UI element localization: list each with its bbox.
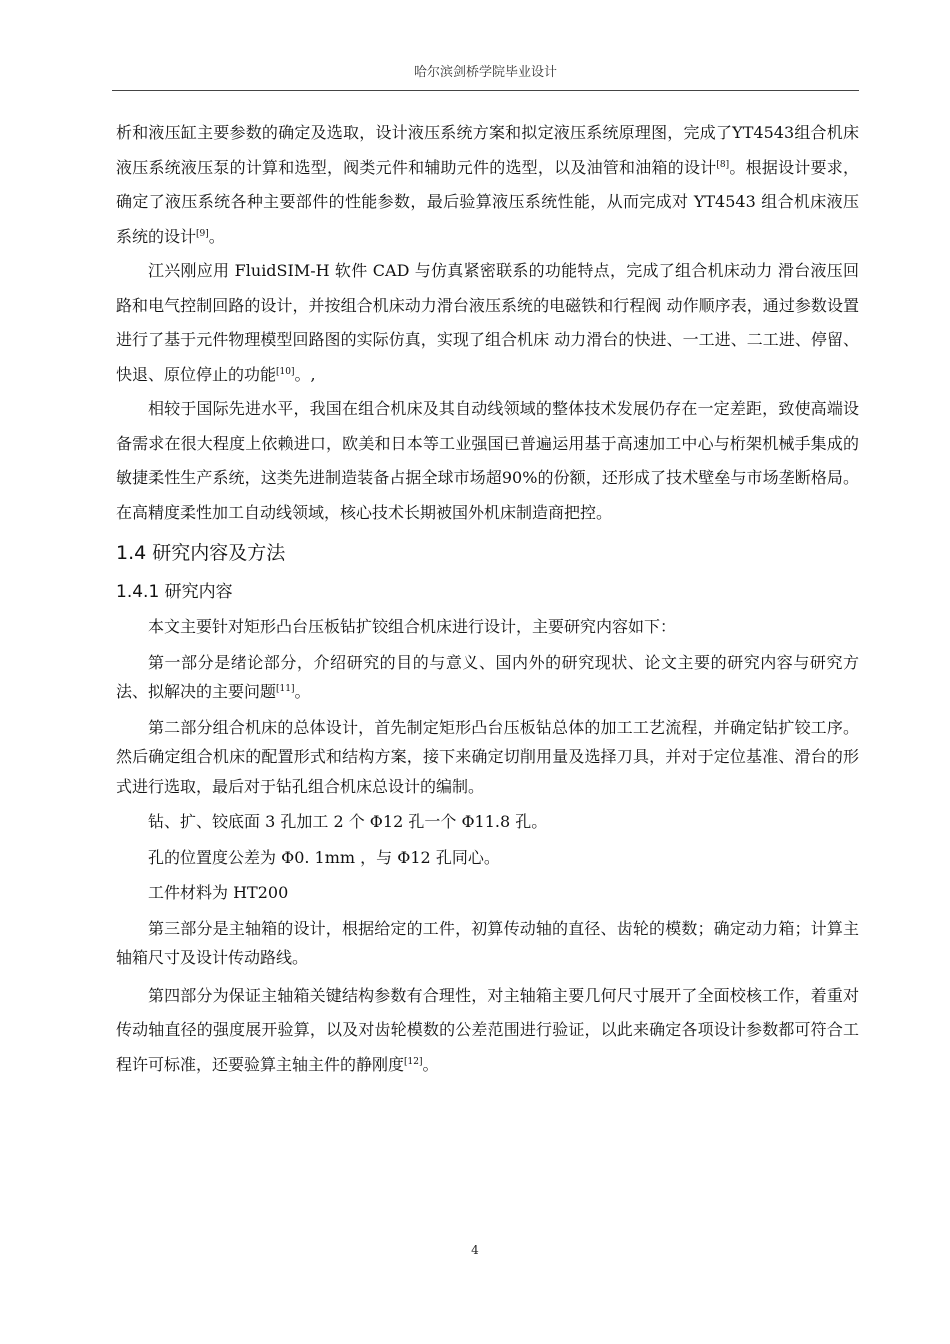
- paragraph-text: 江兴刚应用 FluidSIM-H 软件 CAD 与仿真紧密联系的功能特点，完成了组合机床动力 滑台液压回路和电气控制回路的设计，并按组合机床动力滑台液压系统的电磁铁和行程阀 动作顺序表，通过参数设置进行了基于元件物理模型回路图的实际仿真，实现了组合机床 动力滑台的快进、一工进、二工进、停留、快退、原位停止的功能: [116, 261, 859, 384]
- section-heading: 1.4 研究内容及方法: [116, 542, 286, 564]
- paragraph-text: 。: [208, 226, 225, 246]
- citation-ref: [8]: [716, 159, 730, 170]
- paragraph-text: 。: [294, 682, 311, 701]
- subsection-heading: 1.4.1 研究内容: [116, 582, 233, 602]
- paragraph-text: 析和液压缸主要参数的确定及选取，设计液压系统方案和拟定液压系统原理图，完成了YT4543组合机床液压系统液压泵的计算和选型，阀类元件和辅助元件的选型，以及油管和油箱的设计: [116, 123, 859, 177]
- paragraph-drilling-spec: 钻、扩、铰底面 3 孔加工 2 个 Φ12 孔一个 Φ11.8 孔。: [148, 812, 548, 831]
- paragraph-text: 。,: [294, 364, 316, 384]
- paragraph-material: 工件材料为 HT200: [148, 883, 289, 902]
- page-header: [112, 64, 859, 91]
- paragraph-fluidsim: [116, 254, 859, 392]
- paragraph-hydraulic-design: [116, 116, 859, 254]
- citation-ref: [12]: [404, 1056, 423, 1067]
- citation-ref: [11]: [276, 684, 295, 694]
- citation-ref: [10]: [276, 366, 295, 377]
- paragraph-part-one: [116, 648, 859, 707]
- paragraph-text: 第四部分为保证主轴箱关键结构参数有合理性，对主轴箱主要几何尺寸展开了全面校核工作，着重对传动轴直径的强度展开验算，以及对齿轮模数的公差范围进行验证，以此来确定各项设计参数都可符合工程许可标准，还要验算主轴主件的静刚度: [116, 985, 859, 1074]
- paragraph-intro: 本文主要针对矩形凸台压板钻扩铰组合机床进行设计，主要研究内容如下：: [148, 617, 677, 636]
- page-number: 4: [471, 1243, 479, 1257]
- paragraph-part-two: 第二部分组合机床的总体设计，首先制定矩形凸台压板钻总体的加工工艺流程，并确定钻扩铰工序。然后确定组合机床的配置形式和结构方案，接下来确定切削用量及选择刀具，并对于定位基准、滑台的形式进行选取，最后对于钻孔组合机床总设计的编制。: [116, 717, 859, 796]
- paragraph-part-three: 第三部分是主轴箱的设计，根据给定的工件，初算传动轴的直径、齿轮的模数；确定动力箱；计算主轴箱尺寸及设计传动路线。: [116, 918, 859, 967]
- paragraph-text: 。根据设计要求，确定了液压系统各种主要部件的性能参数，最后验算液压系统性能，从而完成对 YT4543 组合机床液压系统的设计: [116, 157, 859, 246]
- document-body: [116, 116, 859, 1082]
- paragraph-international-comparison: 相较于国际先进水平，我国在组合机床及其自动线领域的整体技术发展仍存在一定差距，致使高端设备需求在很大程度上依赖进口，欧美和日本等工业强国已普遍运用基于高速加工中心与桁架机械手集成的敏捷柔性生产系统，这类先进制造装备占据全球市场超90%的份额，还形成了技术壁垒与市场垄断格局。在高精度柔性加工自动线领域，核心技术长期被国外机床制造商把控。: [116, 399, 859, 522]
- paragraph-part-four: [116, 979, 859, 1083]
- header-title: 哈尔滨剑桥学院毕业设计: [413, 65, 557, 80]
- paragraph-text: 。: [422, 1054, 439, 1074]
- citation-ref: [9]: [196, 228, 209, 239]
- paragraph-text: 第一部分是绪论部分，介绍研究的目的与意义、国内外的研究现状、论文主要的研究内容与研究方法、拟解决的主要问题: [116, 652, 859, 701]
- paragraph-position-tolerance: 孔的位置度公差为 Φ0. 1mm ，与 Φ12 孔同心。: [148, 847, 500, 867]
